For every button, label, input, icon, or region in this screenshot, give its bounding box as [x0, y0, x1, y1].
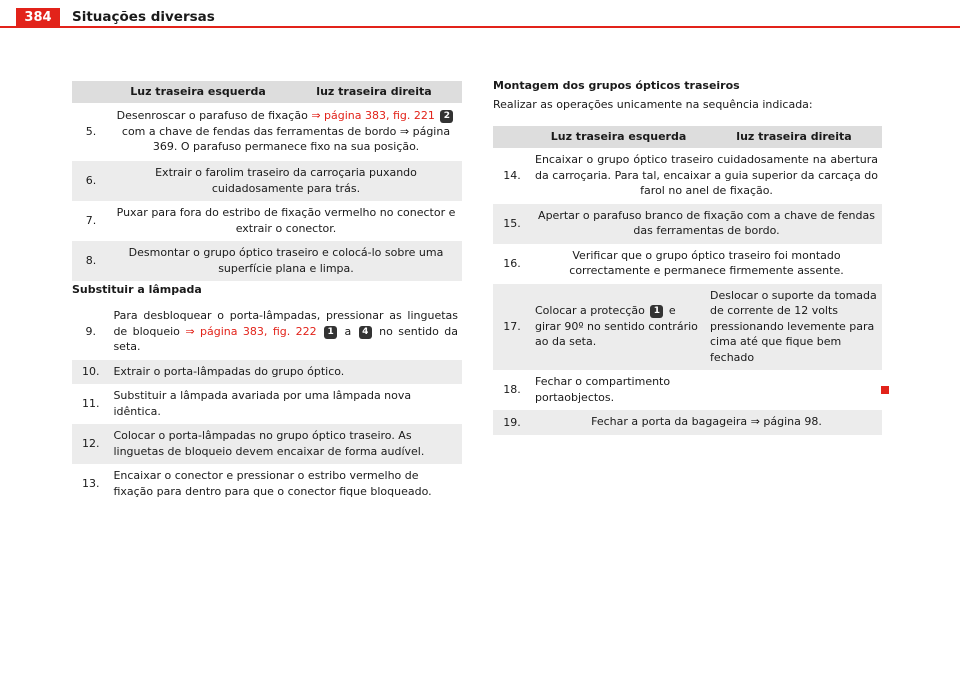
- step-text: Para desbloquear o porta-lâmpadas, pressionar as linguetas de bloqueio ⇒ página 383, fig. 222 1 a 4 no sentido da seta.: [113, 309, 458, 353]
- step-text: Extrair o farolim traseiro da carroçaria puxando cuidadosamente para trás.: [110, 161, 462, 201]
- step-text: Colocar o porta-lâmpadas no grupo óptico traseiro. As linguetas de bloqueio devem encaixar de forma audível.: [109, 424, 462, 464]
- table-row: 8. Desmontar o grupo óptico traseiro e colocá-lo sobre uma superfície plana e limpa.: [72, 241, 462, 281]
- table-row: 14. Encaixar o grupo óptico traseiro cuidadosamente na abertura da carroçaria. Para tal, encaixar a guia superior da carcaça do farol no anel de fixação.: [493, 148, 882, 204]
- step-text: Encaixar o conector e pressionar o estribo vermelho de fixação para dentro para que o conector fique bloqueado.: [113, 469, 432, 498]
- step-text: Puxar para fora do estribo de fixação vermelho no conector e extrair o conector.: [116, 206, 456, 235]
- table-row: 7. Puxar para fora do estribo de fixação vermelho no conector e extrair o conector.: [72, 201, 462, 241]
- col-header-left: Luz traseira esquerda: [531, 126, 706, 148]
- page-link[interactable]: ⇒ página 383, fig. 222: [185, 324, 317, 338]
- table-row: 12. Colocar o porta-lâmpadas no grupo óptico traseiro. As linguetas de bloqueio devem encaixar de forma audível.: [72, 424, 462, 464]
- table-header-row: [493, 126, 882, 148]
- step-text-right: [706, 370, 882, 410]
- page-number: 384: [16, 8, 60, 27]
- assembly-heading: Montagem dos grupos ópticos traseiros: [493, 79, 740, 92]
- callout-badge: 1: [650, 305, 663, 318]
- table-row: 19. Fechar a porta da bagageira ⇒ página 98.: [493, 410, 882, 435]
- callout-badge: 2: [440, 110, 453, 123]
- table-row: 11. Substituir a lâmpada avariada por uma lâmpada nova idêntica.: [72, 384, 462, 424]
- table-row: 13. Encaixar o conector e pressionar o estribo vermelho de fixação para dentro para que o conector fique bloqueado.: [72, 464, 462, 504]
- step-text: Desenroscar o parafuso de fixação ⇒ página 383, fig. 221 2 com a chave de fendas das ferramentas de bordo ⇒ página 369. O parafuso permanece fixo na sua posição.: [110, 103, 462, 161]
- assembly-intro: Realizar as operações unicamente na sequência indicada:: [493, 98, 813, 111]
- bulb-steps-table: [72, 304, 462, 504]
- step-text: Fechar a porta da bagageira ⇒ página 98.: [531, 410, 882, 435]
- table-row: 18. Fechar o compartimento portaobjectos.: [493, 370, 882, 410]
- bulb-replacement-heading: Substituir a lâmpada: [72, 283, 202, 296]
- step-text-right: Deslocar o suporte da tomada de corrente de 12 volts pressionando levemente para cima até que fique bem fechado: [706, 284, 882, 371]
- step-text: Apertar o parafuso branco de fixação com a chave de fendas das ferramentas de bordo.: [531, 204, 882, 244]
- assembly-steps-table: [493, 126, 882, 435]
- section-title: Situações diversas: [72, 9, 215, 25]
- table-row: 16. Verificar que o grupo óptico traseiro foi montado correctamente e permanece firmemente assente.: [493, 244, 882, 284]
- page-header: [0, 0, 960, 27]
- table-row: 5. Desenroscar o parafuso de fixação ⇒ página 383, fig. 221 2 com a chave de fendas das ferramentas de bordo ⇒ página 369. O parafuso permanece fixo na sua posição.: [72, 103, 462, 161]
- step-text: Verificar que o grupo óptico traseiro foi montado correctamente e permanece firmemente assente.: [569, 248, 844, 277]
- table-row: 17. Colocar a protecção 1 e girar 90º no sentido contrário ao da seta. Deslocar o suporte da tomada de corrente de 12 volts pressionando levemente para cima até que fique bem fechado: [493, 284, 882, 371]
- callout-badge: 4: [359, 326, 372, 339]
- step-text-left: Colocar a protecção 1 e girar 90º no sentido contrário ao da seta.: [531, 284, 706, 371]
- table-row: 10. Extrair o porta-lâmpadas do grupo óptico.: [72, 360, 462, 385]
- table-row: 9. Para desbloquear o porta-lâmpadas, pressionar as linguetas de bloqueio ⇒ página 383, fig. 222 1 a 4 no sentido da seta.: [72, 304, 462, 360]
- callout-badge: 1: [324, 326, 337, 339]
- step-text: Desmontar o grupo óptico traseiro e colocá-lo sobre uma superfície plana e limpa.: [110, 241, 462, 281]
- end-of-section-mark: [881, 386, 889, 394]
- table-header-row: [72, 81, 462, 103]
- table-row: 15. Apertar o parafuso branco de fixação com a chave de fendas das ferramentas de bordo.: [493, 204, 882, 244]
- col-header-left: Luz traseira esquerda: [110, 81, 286, 103]
- step-text: Extrair o porta-lâmpadas do grupo óptico.: [109, 360, 462, 385]
- table-row: 6. Extrair o farolim traseiro da carroçaria puxando cuidadosamente para trás.: [72, 161, 462, 201]
- step-text: Encaixar o grupo óptico traseiro cuidadosamente na abertura da carroçaria. Para tal, encaixar a guia superior da carcaça do farol no anel de fixação.: [535, 153, 878, 197]
- col-header-right: luz traseira direita: [706, 126, 882, 148]
- removal-steps-table: [72, 81, 462, 281]
- header-rule: [0, 26, 960, 28]
- step-text-left: Fechar o compartimento portaobjectos.: [535, 375, 671, 404]
- step-text: Substituir a lâmpada avariada por uma lâmpada nova idêntica.: [113, 389, 412, 418]
- col-header-right: luz traseira direita: [286, 81, 462, 103]
- page-link[interactable]: ⇒ página 383, fig. 221: [311, 109, 435, 123]
